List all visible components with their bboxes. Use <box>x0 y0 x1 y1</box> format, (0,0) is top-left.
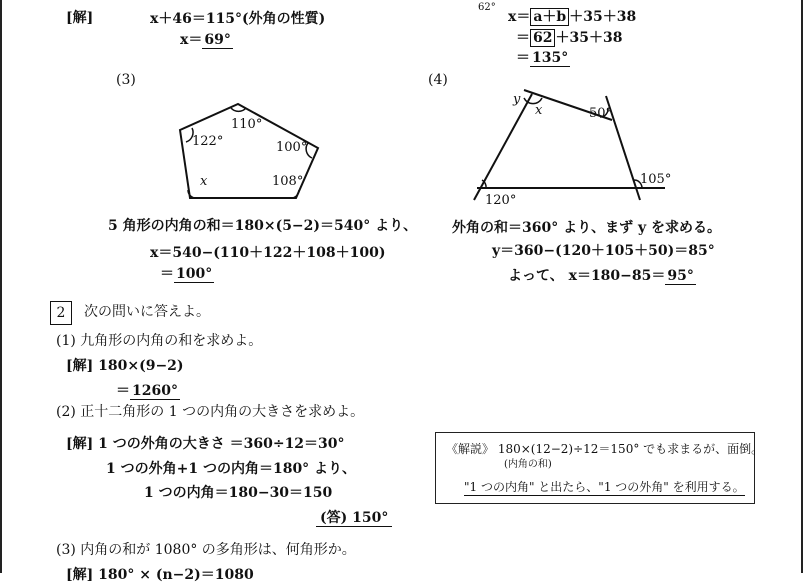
quad-angle-50: 50° <box>589 106 613 121</box>
explanation-note-box <box>435 432 764 504</box>
pentagon-angle-100: 100° <box>276 140 308 155</box>
p3-question: (3) 内角の和が 1080° の多角形は、何角形か。 <box>56 542 356 558</box>
quad-angle-y: y <box>513 92 521 107</box>
note-line2: (内角の和) <box>504 459 552 470</box>
note-line1: 《解説》 180×(12−2)÷12＝150° でも求まるが、面倒。 <box>446 442 764 456</box>
pentagon-angle-108: 108° <box>272 174 304 189</box>
p2-answer: (答) 150° <box>316 510 392 527</box>
p1-question: (1) 九角形の内角の和を求めよ。 <box>56 333 263 349</box>
section-title: 次の問いに答えよ。 <box>84 304 210 320</box>
quad-angle-105: 105° <box>640 172 672 187</box>
p1-line1: [解] 180×(9−2) <box>66 358 184 374</box>
section-number-box: 2 <box>50 301 72 325</box>
q2-line1: x＝ a＋b ＋35＋38 <box>508 9 637 25</box>
q4-number: (4) <box>428 72 448 88</box>
q3-line2: x＝540−(110＋122＋108＋100) <box>150 245 386 261</box>
p1-line2: ＝ 1260° <box>116 383 178 399</box>
p2-line2: 1 つの外角+1 つの内角＝180° より、 <box>106 461 357 477</box>
q2-label-62: 62° <box>478 2 496 13</box>
q1-line2: x＝ 69° <box>180 32 231 48</box>
q2-answer: 135° <box>532 50 569 66</box>
q2-line3: ＝ 135° <box>516 50 569 66</box>
q4-line1: 外角の和＝360° より、まず y を求める。 <box>452 220 721 236</box>
pentagon-angle-110: 110° <box>231 117 263 132</box>
q4-answer: 95° <box>667 268 694 284</box>
q3-number: (3) <box>116 72 136 88</box>
q3-answer: 100° <box>176 266 213 282</box>
p1-answer: 1260° <box>132 383 178 399</box>
q4-line2: y＝360−(120＋105＋50)＝85° <box>492 243 715 259</box>
p3-cut-line: [解] 180° × (n−2)＝1080 <box>66 567 254 583</box>
p2-line1: [解] 1 つの外角の大きさ ＝360÷12＝30° <box>66 436 345 452</box>
p2-line3: 1 つの内角＝180−30＝150 <box>144 485 333 501</box>
q3-line3: ＝ 100° <box>160 266 213 282</box>
quad-angle-x: x <box>535 103 543 118</box>
p2-question: (2) 正十二角形の 1 つの内角の大きさを求めよ。 <box>56 404 365 420</box>
q2-line2: ＝ 62 ＋35＋38 <box>516 30 623 46</box>
q1-solution-label: [解] <box>66 10 94 26</box>
note-line3: "1 つの内角" と出たら、"1 つの外角" を利用する。 <box>464 480 745 494</box>
q1-answer: 69° <box>204 32 231 48</box>
pentagon-angle-122: 122° <box>192 134 224 149</box>
pentagon-angle-x: x <box>200 174 208 189</box>
q4-line3: よって、 x＝180−85＝ 95° <box>508 268 694 284</box>
quad-angle-120: 120° <box>485 193 517 208</box>
q3-line1: 5 角形の内角の和＝180×(5−2)＝540° より、 <box>108 218 418 234</box>
q1-line1: x＋46＝115°(外角の性質) <box>150 11 326 27</box>
